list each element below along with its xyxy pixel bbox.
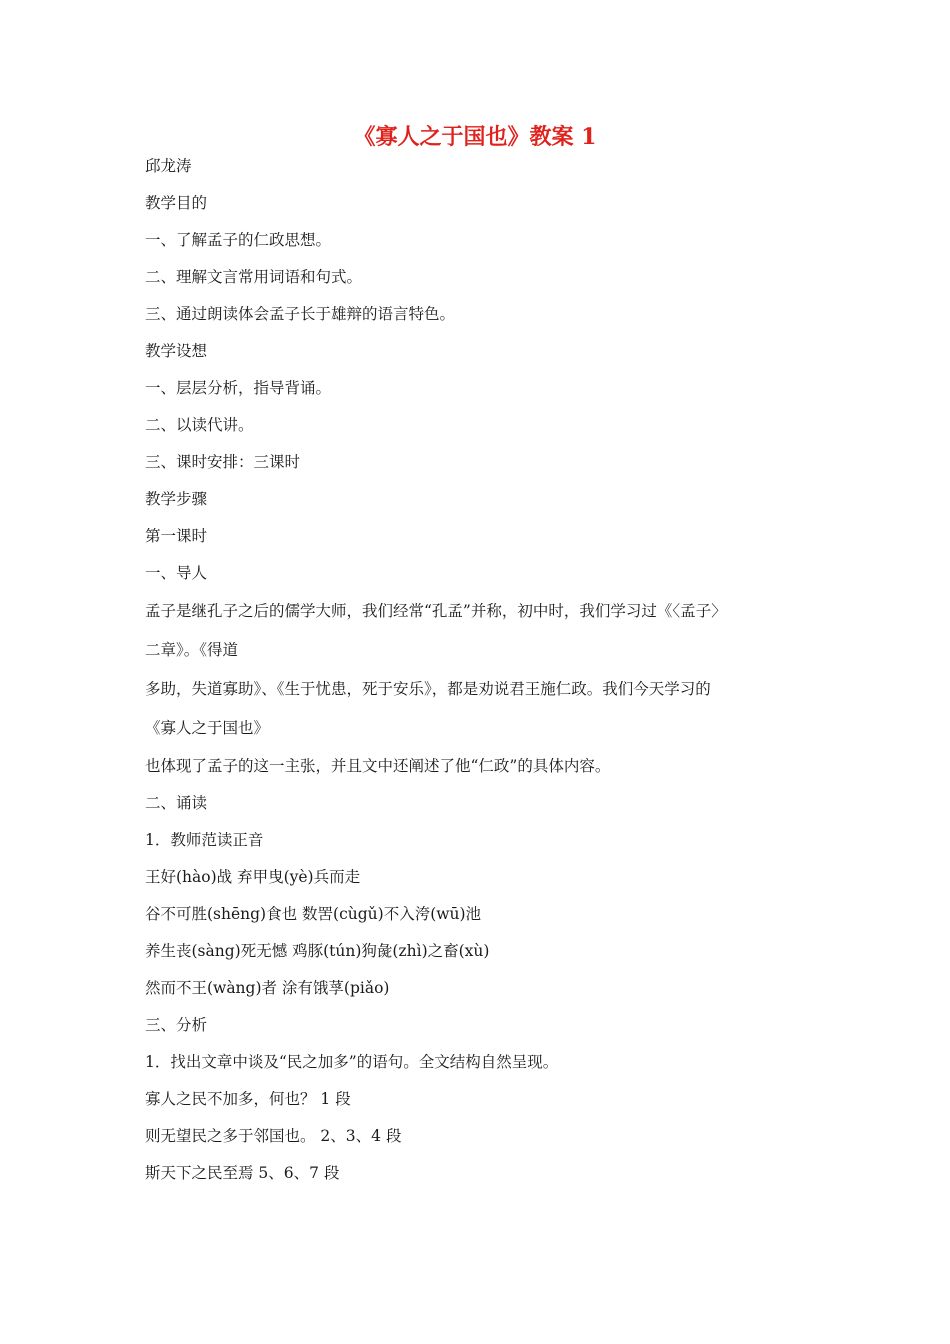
section-heading-objectives: 教学目的: [145, 194, 208, 212]
section-heading-design: 教学设想: [145, 342, 208, 360]
pronunciation-line: 王好(hào)战 弃甲曳(yè)兵而走: [145, 868, 361, 886]
design-item: 一、层层分析，指导背诵。: [145, 379, 332, 397]
document-body: [145, 148, 815, 1192]
objective-item: 二、理解文言常用词语和句式。: [145, 268, 363, 286]
lesson-heading: 第一课时: [145, 527, 208, 545]
pronunciation-line: 养生丧(sàng)死无憾 鸡豚(tún)狗彘(zhì)之畜(xù): [145, 942, 490, 960]
step-heading-intro: 一、导人: [145, 564, 208, 582]
section-heading-steps: 教学步骤: [145, 490, 208, 508]
paragraph-line: 多助，失道寡助》、《生于忧患，死于安乐》，都是劝说君王施仁政。我们今天学习的: [145, 680, 711, 698]
step-heading-recite: 二、诵读: [145, 794, 208, 812]
document-title: 《寡人之于国也》教案 1: [353, 124, 597, 150]
paragraph-line: 孟子是继孔子之后的儒学大师，我们经常“孔孟”并称，初中时，我们学习过《〈孟子〉: [145, 602, 727, 620]
design-item: 三、课时安排：三课时: [145, 453, 301, 471]
paragraph-line: 也体现了孟子的这一主张，并且文中还阐述了他“仁政”的具体内容。: [145, 757, 611, 775]
paragraph-line: 二章》。《得道: [145, 641, 239, 659]
objective-item: 三、通过朗读体会孟子长于雄辩的语言特色。: [145, 305, 456, 323]
objective-item: 一、了解孟子的仁政思想。: [145, 231, 332, 249]
structure-line: 斯天下之民至焉 5、6、7 段: [145, 1164, 340, 1182]
sub-step-heading: 1．教师范读正音: [145, 831, 264, 849]
pronunciation-line: 谷不可胜(shēng)食也 数罟(cùgǔ)不入洿(wū)池: [145, 905, 482, 923]
structure-line: 则无望民之多于邻国也。 2、3、4 段: [145, 1127, 402, 1145]
paragraph-line: 《寡人之于国也》: [145, 719, 270, 737]
sub-step-heading: 1．找出文章中谈及“民之加多”的语句。全文结构自然呈现。: [145, 1053, 559, 1071]
design-item: 二、以读代讲。: [145, 416, 254, 434]
step-heading-analysis: 三、分析: [145, 1016, 208, 1034]
author-line: 邱龙涛: [145, 157, 192, 175]
pronunciation-line: 然而不王(wàng)者 涂有饿莩(piǎo): [145, 979, 390, 997]
structure-line: 寡人之民不加多，何也？ 1 段: [145, 1090, 351, 1108]
